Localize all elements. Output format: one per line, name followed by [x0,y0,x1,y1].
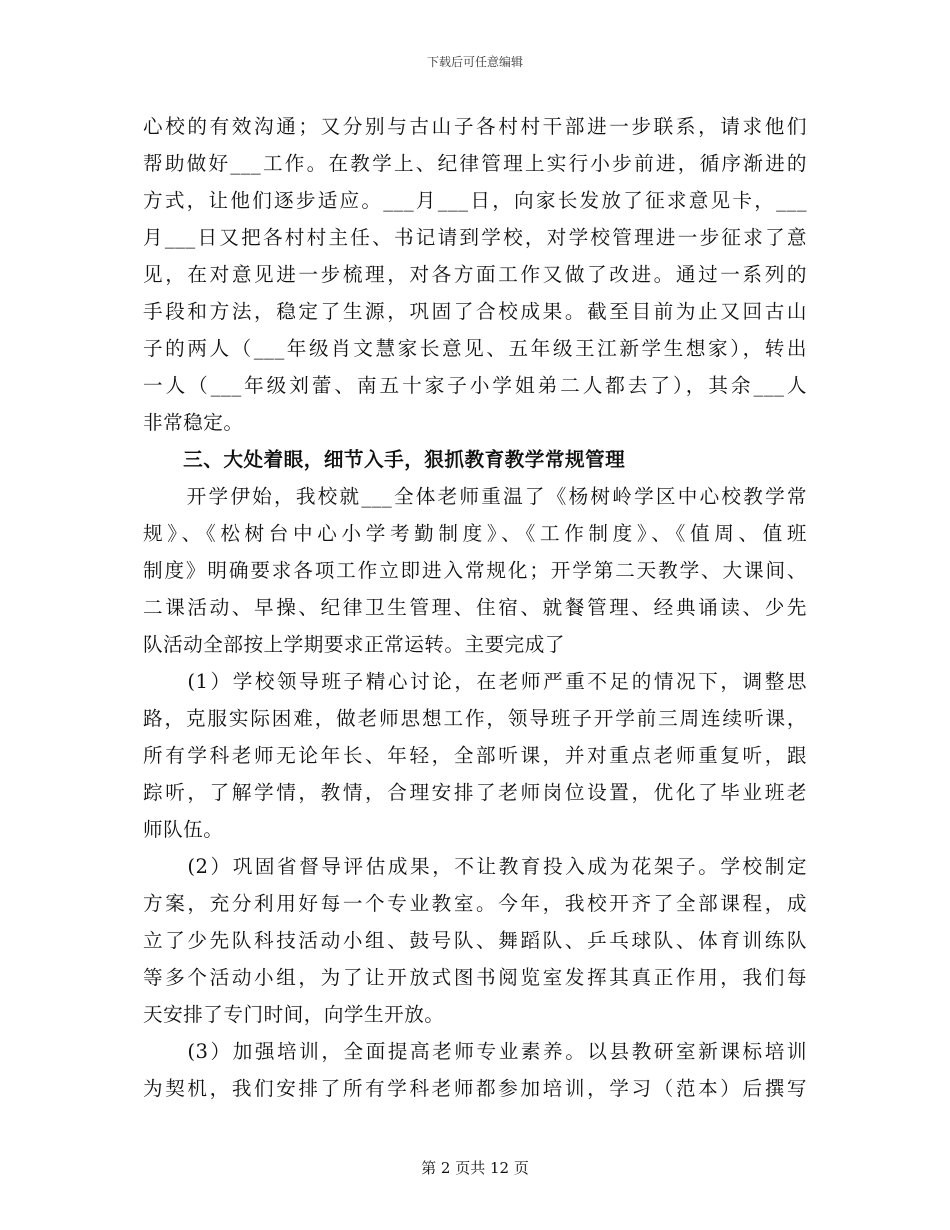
text-line: 立了少先队科技活动小组、鼓号队、舞蹈队、乒乓球队、体育训练队 [143,929,807,952]
text-line: 月___日又把各村村主任、书记请到学校，对学校管理进一步征求了意 [143,226,807,249]
text-line: 队活动全部按上学期要求正常运转。主要完成了 [143,633,565,656]
document-body [143,108,807,1107]
text-line: (3）加强培训，全面提高老师专业素养。以县教研室新课标培训 [143,1040,807,1063]
text-line: 天安排了专门时间，向学生开放。 [143,1003,445,1026]
text-line: 开学伊始，我校就___全体老师重温了《杨树岭学区中心校教学常 [143,485,807,508]
page-footer: 第 2 页共 12 页 [421,1159,529,1177]
text-line: 手段和方法，稳定了生源，巩固了合校成果。截至目前为止又回古山 [143,300,807,323]
text-line: 帮助做好___工作。在教学上、纪律管理上实行小步前进，循序渐进的 [143,152,807,175]
text-line: 所有学科老师无论年长、年轻，全部听课，并对重点老师重复听，跟 [143,744,807,767]
text-line: 规》、《松树台中心小学考勤制度》、《工作制度》、《值周、值班 [143,522,807,545]
text-line: 师队伍。 [143,818,224,841]
text-line: 为契机，我们安排了所有学科老师都参加培训，学习（范本）后撰写 [143,1077,807,1100]
text-line: 踪听，了解学情，教情，合理安排了老师岗位设置，优化了毕业班老 [143,781,807,804]
text-line: 方式，让他们逐步适应。___月___日，向家长发放了征求意见卡，___ [143,189,807,212]
text-line: 制度》明确要求各项工作立即进入常规化；开学第二天教学、大课间、 [143,559,807,582]
text-line: 见，在对意见进一步梳理，对各方面工作又做了改进。通过一系列的 [143,263,807,286]
text-line: 心校的有效沟通；又分别与古山子各村村干部进一步联系，请求他们 [143,115,807,138]
section-heading: 三、大处着眼，细节入手，狠抓教育教学常规管理 [143,448,626,471]
text-line: 等多个活动小组，为了让开放式图书阅览室发挥其真正作用，我们每 [143,966,807,989]
text-line: 路，克服实际困难，做老师思想工作，领导班子开学前三周连续听课， [143,707,807,730]
text-line: 二课活动、早操、纪律卫生管理、住宿、就餐管理、经典诵读、少先 [143,596,807,619]
text-line: (2）巩固省督导评估成果，不让教育投入成为花架子。学校制定 [143,855,807,878]
page-header: 下载后可任意编辑 [426,55,523,69]
text-line: 一人（___年级刘蕾、南五十家子小学姐弟二人都去了），其余___人 [143,374,807,397]
text-line: 方案，充分利用好每一个专业教室。今年，我校开齐了全部课程，成 [143,892,807,915]
text-line: 子的两人（___年级肖文慧家长意见、五年级王江新学生想家），转出 [143,337,807,360]
text-line: 非常稳定。 [143,411,244,434]
text-line: (1）学校领导班子精心讨论，在老师严重不足的情况下，调整思 [143,670,807,693]
